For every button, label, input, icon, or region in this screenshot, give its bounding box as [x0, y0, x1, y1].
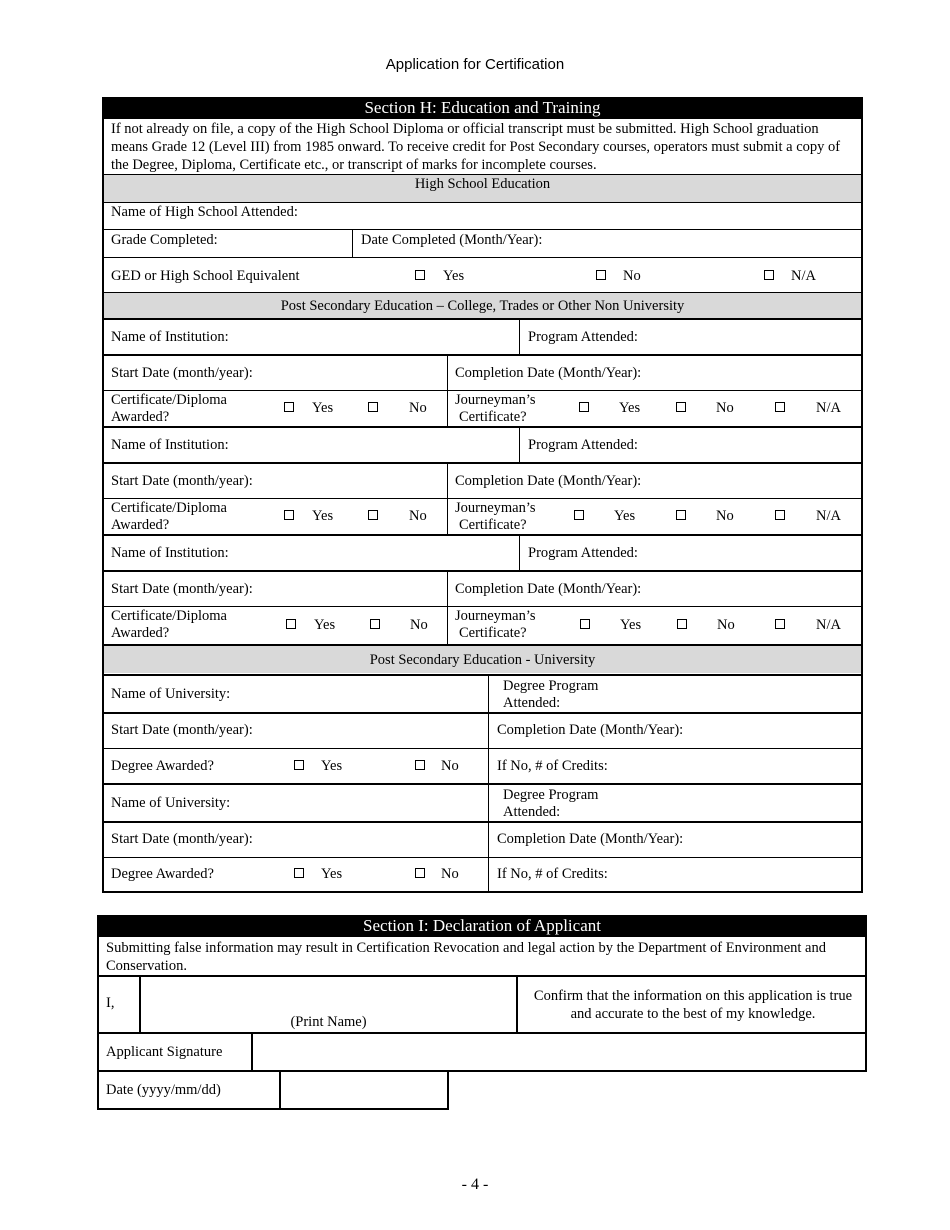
degree-program-label: Degree Program Attended:	[503, 787, 599, 820]
degree-yes-checkbox[interactable]	[294, 868, 304, 878]
completion-date-field[interactable]	[665, 465, 860, 497]
high-school-name-field[interactable]	[330, 203, 860, 229]
completion-date-field[interactable]	[665, 357, 860, 389]
journeyman-na-checkbox[interactable]	[775, 510, 785, 520]
institution-label: Name of Institution:	[111, 437, 229, 453]
program-field[interactable]	[655, 321, 860, 353]
degree-program-label: Degree Program Attended:	[503, 678, 599, 711]
program-label: Program Attended:	[528, 545, 638, 561]
date-completed-field[interactable]	[565, 230, 860, 257]
start-date-field[interactable]	[270, 573, 445, 605]
university-name-label: Name of University:	[111, 795, 231, 811]
degree-program-field[interactable]	[615, 677, 860, 711]
applicant-signature-field[interactable]	[255, 1035, 863, 1068]
degree-yes-checkbox[interactable]	[294, 760, 304, 770]
section-i-warning: Submitting false information may result in Certification Revocation and legal action by the Department of Environment and Conservation.	[106, 940, 826, 974]
cert-awarded-label: Certificate/Diploma Awarded?	[111, 500, 227, 533]
start-date-field[interactable]	[270, 357, 445, 389]
confirm-text: Confirm that the information on this application is true and accurate to the best of my knowledge.	[533, 988, 853, 1022]
completion-date-label: Completion Date (Month/Year):	[497, 831, 684, 847]
degree-awarded-label: Degree Awarded?	[111, 758, 214, 774]
cert-awarded-label: Certificate/Diploma Awarded?	[111, 608, 227, 641]
i-label: I,	[106, 995, 115, 1011]
credits-field[interactable]	[625, 750, 860, 782]
high-school-name-label: Name of High School Attended:	[111, 204, 298, 220]
start-date-label: Start Date (month/year):	[111, 831, 253, 847]
ged-yes-checkbox[interactable]	[415, 270, 425, 280]
journeyman-na-checkbox[interactable]	[775, 619, 785, 629]
start-date-field[interactable]	[270, 824, 485, 856]
start-date-field[interactable]	[270, 465, 445, 497]
section-h-intro: If not already on file, a copy of the High School Diploma or official transcript must be submitted. High School graduation means Grade 12 (Level III) from 1985 onward. To receive credit for Post Secondary courses, operators must submit a copy of the Degree, Diploma, Certificate etc., or transcript of marks for incomplete courses.	[111, 121, 841, 173]
college-band: Post Secondary Education – College, Trades or Other Non University	[103, 293, 862, 318]
section-h-header: Section H: Education and Training	[102, 97, 863, 119]
university-name-field[interactable]	[245, 677, 485, 711]
cert-no-checkbox[interactable]	[368, 402, 378, 412]
degree-no-checkbox[interactable]	[415, 868, 425, 878]
degree-program-field[interactable]	[615, 786, 860, 820]
program-field[interactable]	[655, 429, 860, 461]
program-field[interactable]	[655, 537, 860, 569]
credits-label: If No, # of Credits:	[497, 866, 608, 882]
journeyman-label: Journeyman’s Certificate?	[455, 608, 536, 641]
journeyman-yes-checkbox[interactable]	[574, 510, 584, 520]
journeyman-no-label: No	[716, 508, 734, 524]
completion-date-field[interactable]	[705, 715, 860, 747]
start-date-label: Start Date (month/year):	[111, 722, 253, 738]
institution-label: Name of Institution:	[111, 329, 229, 345]
high-school-band: High School Education	[103, 175, 862, 202]
cert-yes-label: Yes	[312, 508, 334, 524]
journeyman-yes-checkbox[interactable]	[580, 619, 590, 629]
applicant-signature-label: Applicant Signature	[106, 1044, 223, 1060]
institution-label: Name of Institution:	[111, 545, 229, 561]
date-label: Date (yyyy/mm/dd)	[106, 1082, 221, 1098]
cert-yes-checkbox[interactable]	[286, 619, 296, 629]
university-band: Post Secondary Education - University	[103, 646, 862, 673]
journeyman-na-checkbox[interactable]	[775, 402, 785, 412]
degree-yes-label: Yes	[321, 866, 343, 882]
ged-na-checkbox[interactable]	[764, 270, 774, 280]
cert-no-label: No	[409, 400, 427, 416]
date-field[interactable]	[283, 1073, 445, 1107]
journeyman-label: Journeyman’s Certificate?	[455, 392, 536, 425]
start-date-label: Start Date (month/year):	[111, 581, 253, 597]
journeyman-yes-label: Yes	[619, 400, 641, 416]
journeyman-yes-label: Yes	[614, 508, 636, 524]
grade-completed-field[interactable]	[240, 230, 350, 257]
degree-awarded-label: Degree Awarded?	[111, 866, 214, 882]
start-date-label: Start Date (month/year):	[111, 365, 253, 381]
start-date-field[interactable]	[270, 715, 485, 747]
program-label: Program Attended:	[528, 437, 638, 453]
section-i-left-border	[97, 915, 99, 1110]
journeyman-yes-label: Yes	[620, 617, 642, 633]
cert-yes-label: Yes	[312, 400, 334, 416]
journeyman-label: Journeyman’s Certificate?	[455, 500, 536, 533]
completion-date-label: Completion Date (Month/Year):	[497, 722, 684, 738]
cert-no-label: No	[409, 508, 427, 524]
journeyman-na-label: N/A	[816, 508, 841, 524]
cert-no-checkbox[interactable]	[370, 619, 380, 629]
ged-label: GED or High School Equivalent	[111, 268, 300, 284]
journeyman-no-label: No	[716, 400, 734, 416]
ged-yes-label: Yes	[443, 268, 465, 284]
degree-yes-label: Yes	[321, 758, 343, 774]
journeyman-no-checkbox[interactable]	[676, 402, 686, 412]
section-i-header: Section I: Declaration of Applicant	[97, 915, 867, 937]
institution-field[interactable]	[245, 321, 517, 353]
journeyman-no-checkbox[interactable]	[677, 619, 687, 629]
journeyman-no-label: No	[717, 617, 735, 633]
institution-field[interactable]	[245, 429, 517, 461]
cert-no-checkbox[interactable]	[368, 510, 378, 520]
journeyman-no-checkbox[interactable]	[676, 510, 686, 520]
completion-date-field[interactable]	[705, 824, 860, 856]
cert-yes-checkbox[interactable]	[284, 510, 294, 520]
completion-date-label: Completion Date (Month/Year):	[455, 473, 642, 489]
completion-date-label: Completion Date (Month/Year):	[455, 581, 642, 597]
page-number: - 4 -	[461, 1176, 489, 1193]
date-completed-label: Date Completed (Month/Year):	[361, 232, 543, 248]
print-name-label: (Print Name)	[290, 1014, 367, 1030]
cert-no-label: No	[410, 617, 428, 633]
ged-no-label: No	[623, 268, 641, 284]
journeyman-na-label: N/A	[816, 617, 841, 633]
ged-na-label: N/A	[791, 268, 816, 284]
cert-yes-label: Yes	[314, 617, 336, 633]
start-date-label: Start Date (month/year):	[111, 473, 253, 489]
journeyman-na-label: N/A	[816, 400, 841, 416]
university-name-label: Name of University:	[111, 686, 231, 702]
ged-no-checkbox[interactable]	[596, 270, 606, 280]
credits-label: If No, # of Credits:	[497, 758, 608, 774]
completion-date-field[interactable]	[665, 573, 860, 605]
cert-awarded-label: Certificate/Diploma Awarded?	[111, 392, 227, 425]
journeyman-yes-checkbox[interactable]	[579, 402, 589, 412]
grade-completed-label: Grade Completed:	[111, 232, 218, 248]
university-name-field[interactable]	[245, 786, 485, 820]
degree-no-checkbox[interactable]	[415, 760, 425, 770]
cert-yes-checkbox[interactable]	[284, 402, 294, 412]
degree-no-label: No	[441, 866, 459, 882]
credits-field[interactable]	[625, 859, 860, 891]
section-i-right-border	[865, 915, 867, 1072]
completion-date-label: Completion Date (Month/Year):	[455, 365, 642, 381]
page-title: Application for Certification	[385, 56, 565, 73]
institution-field[interactable]	[245, 537, 517, 569]
program-label: Program Attended:	[528, 329, 638, 345]
degree-no-label: No	[441, 758, 459, 774]
